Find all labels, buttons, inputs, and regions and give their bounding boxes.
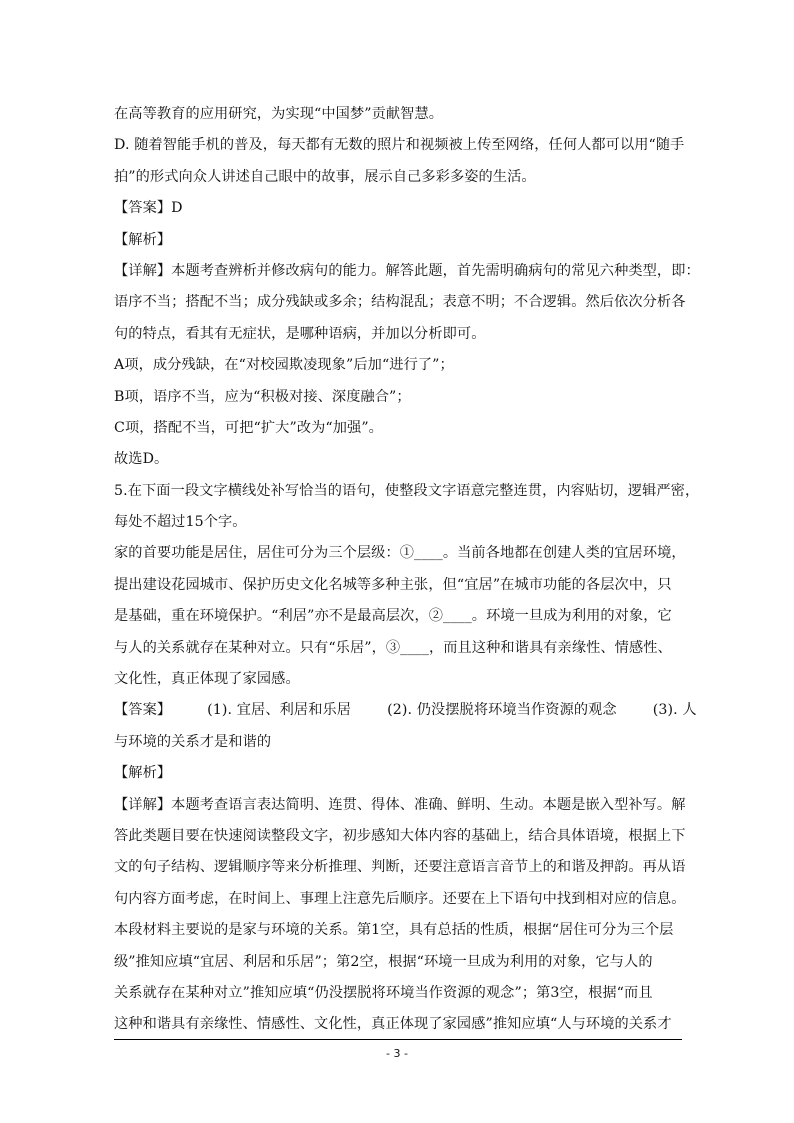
text-line: 【详解】本题考查辨析并修改病句的能力。解答此题，首先需明确病句的常见六种类型，即： bbox=[114, 262, 700, 279]
text-line: 答此类题目要在快速阅读整段文字，初步感知大体内容的基础上，结合具体语境，根据上下 bbox=[114, 827, 686, 844]
text-line: 级”推知应填“宜居、利居和乐居”；第2空，根据“环境一旦成为利用的对象，它与人的 bbox=[114, 953, 653, 970]
text-line: 家的首要功能是居住，居住可分为三个层级：①____。当前各地都在创建人类的宜居环境， bbox=[114, 545, 686, 562]
text-line: 句的特点，看其有无症状，是哪种语病，并加以分析即可。 bbox=[114, 325, 486, 342]
answer-item-1: (1). 宜居、利居和乐居 bbox=[207, 702, 352, 719]
text-line: 每处不超过15个字。 bbox=[114, 514, 247, 531]
answer-item-3: (3). 人 bbox=[652, 702, 697, 719]
text-line: 文的句子结构、逻辑顺序等来分析推理、判断，还要注意语言音节上的和谐及押韵。再从语 bbox=[114, 859, 686, 876]
text-line: B项，语序不当，应为“积极对接、深度融合”； bbox=[114, 388, 411, 405]
text-line: 与环境的关系才是和谐的 bbox=[114, 733, 272, 750]
text-line: 【答案】D bbox=[114, 200, 183, 217]
text-line: 故选D。 bbox=[114, 451, 169, 468]
text-line: 关系就存在某种对立”推知应填“仍没摆脱将环境当作资源的观念”；第3空，根据“而且 bbox=[114, 984, 653, 1001]
text-line: A项，成分残缺，在“对校园欺凌现象”后加“进行了”； bbox=[114, 357, 454, 374]
text-line: 拍”的形式向众人讲述自己眼中的故事，展示自己多彩多姿的生活。 bbox=[114, 168, 536, 185]
text-line: 是基础，重在环境保护。“利居”亦不是最高层次，②____。环境一旦成为利用的对象，它 bbox=[114, 608, 672, 625]
text-line: 在高等教育的应用研究，为实现“中国梦”贡献智慧。 bbox=[114, 106, 444, 122]
text-line: D. 随着智能手机的普及，每天都有无数的照片和视频被上传至网络，任何人都可以用“随手 bbox=[114, 137, 685, 154]
text-line: 与人的关系就存在某种对立。只有“乐居”，③____，而且这种和谐具有亲缘性、情感性、 bbox=[114, 639, 672, 656]
text-line: 【解析】 bbox=[114, 231, 172, 248]
document-body bbox=[114, 99, 700, 1041]
text-line: 提出建设花园城市、保护历史文化名城等多种主张，但“宜居”在城市功能的各层次中，只 bbox=[114, 576, 672, 593]
answer-row bbox=[114, 695, 697, 726]
text-line: C项，搭配不当，可把“扩大”改为“加强”。 bbox=[114, 419, 383, 436]
text-line: 5.在下面一段文字横线处补写恰当的语句，使整段文字语意完整连贯，内容贴切，逻辑严密， bbox=[114, 482, 700, 499]
text-line: 【详解】本题考查语言表达简明、连贯、得体、准确、鲜明、生动。本题是嵌入型补写。解 bbox=[114, 796, 686, 813]
footer-divider bbox=[114, 1039, 682, 1040]
text-line: 本段材料主要说的是家与环境的关系。第1空，具有总括的性质，根据“居住可分为三个层 bbox=[114, 922, 674, 939]
answer-label: 【答案】 bbox=[114, 702, 172, 719]
text-line: 句内容方面考虑，在时间上、事理上注意先后顺序。还要在上下语句中找到相对应的信息。 bbox=[114, 890, 686, 907]
answer-item-2: (2). 仍没摆脱将环境当作资源的观念 bbox=[387, 702, 617, 719]
text-line: 文化性，真正体现了家园感。 bbox=[114, 671, 300, 688]
text-line: 语序不当；搭配不当；成分残缺或多余；结构混乱；表意不明；不合逻辑。然后依次分析各 bbox=[114, 294, 686, 311]
page-number: - 3 - bbox=[386, 1047, 408, 1060]
text-line: 这种和谐具有亲缘性、情感性、文化性，真正体现了家园感”推知应填“人与环境的关系才 bbox=[114, 1016, 672, 1033]
text-line: 【解析】 bbox=[114, 765, 172, 782]
